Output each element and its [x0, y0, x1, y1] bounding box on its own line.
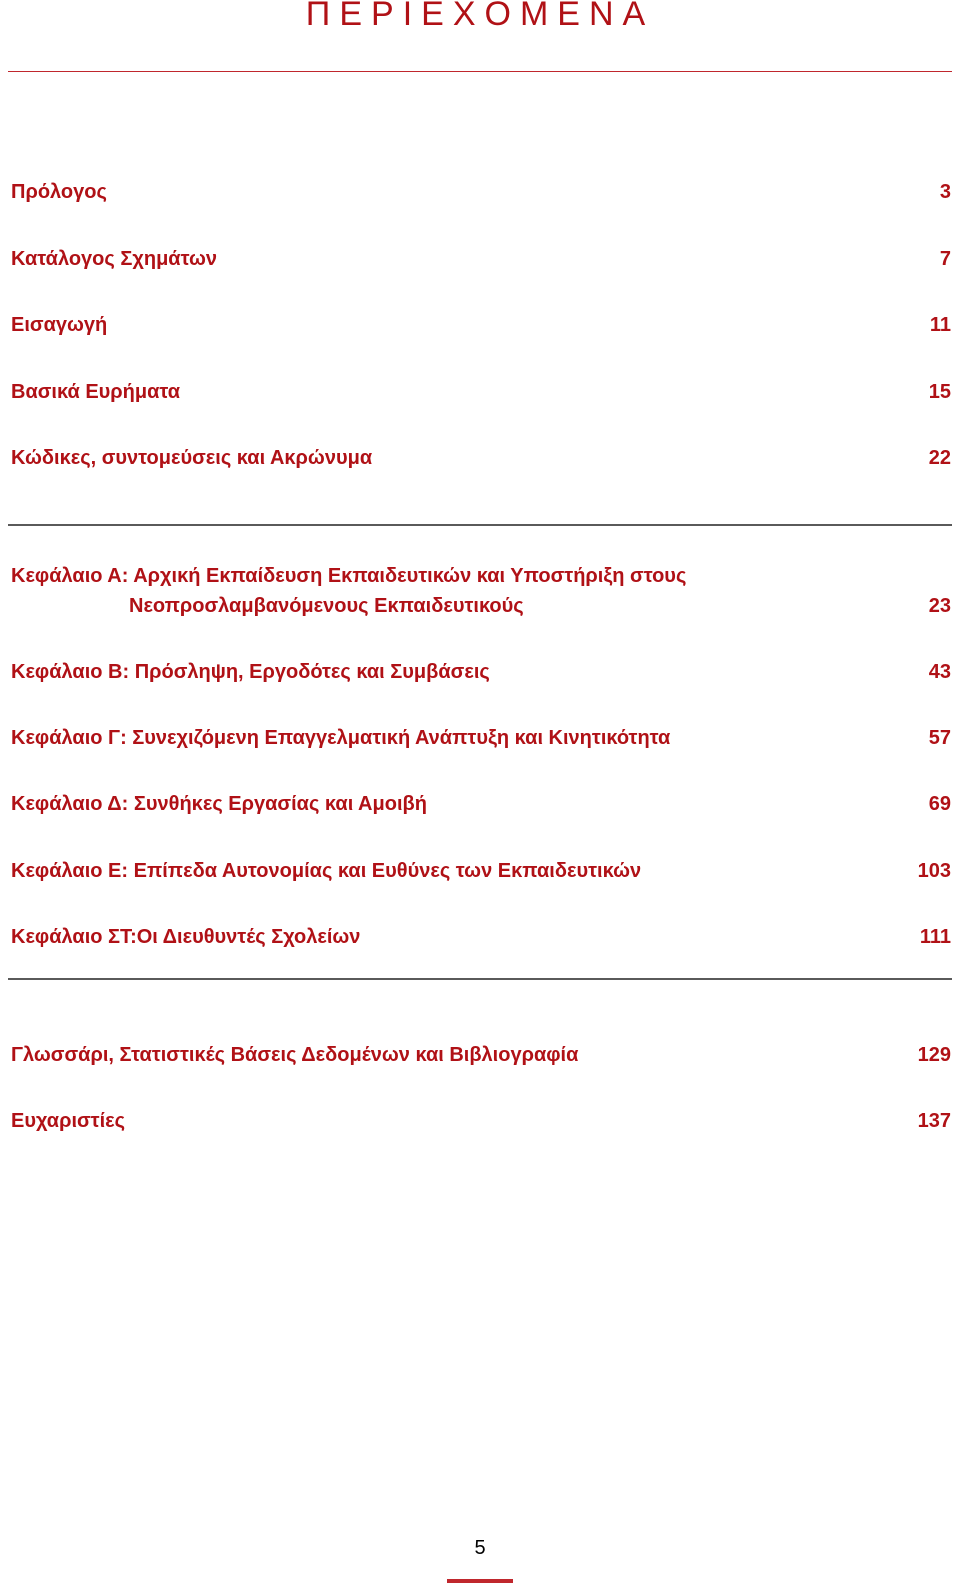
toc-entry-introduction[interactable]	[11, 313, 951, 337]
toc-entry-acknowledgements[interactable]	[11, 1109, 951, 1133]
page-number: 5	[474, 1537, 486, 1559]
toc-entry-chapter-b[interactable]	[11, 660, 951, 684]
toc-entry-label: Γλωσσάρι, Στατιστικές Βάσεις Δεδομένων και Βιβλιογραφία	[11, 1044, 579, 1066]
toc-entry-codes-acronyms[interactable]	[11, 446, 951, 470]
toc-entry-label: Κεφάλαιο Γ: Συνεχιζόμενη Επαγγελματική Ανάπτυξη και Κινητικότητα	[11, 727, 671, 749]
page-title: ΠΕΡΙΕΧΟΜΕΝΑ	[305, 0, 655, 33]
section-divider	[8, 978, 952, 980]
toc-entry-label-continued: Νεοπροσλαμβανόμενους Εκπαιδευτικούς	[129, 595, 524, 617]
toc-entry-label: Κατάλογος Σχημάτων	[11, 248, 217, 270]
toc-entry-preface[interactable]	[11, 180, 951, 204]
toc-entry-page: 111	[919, 926, 951, 948]
toc-entry-page: 7	[939, 248, 951, 270]
toc-entry-label: Κεφάλαιο Ε: Επίπεδα Αυτονομίας και Ευθύνες των Εκπαιδευτικών	[11, 860, 642, 882]
toc-entry-label: Κώδικες, συντομεύσεις και Ακρώνυμα	[11, 447, 373, 469]
page-number-bar	[447, 1579, 513, 1583]
toc-entry-chapter-c[interactable]	[11, 726, 951, 750]
toc-entry-page: 23	[928, 595, 951, 617]
toc-entry-chapter-f[interactable]	[11, 925, 951, 949]
toc-entry-label: Κεφάλαιο Α: Αρχική Εκπαίδευση Εκπαιδευτικών και Υποστήριξη στους	[11, 565, 687, 587]
section-divider	[8, 524, 952, 526]
toc-entry-chapter-d[interactable]	[11, 792, 951, 816]
toc-entry-key-findings[interactable]	[11, 380, 951, 404]
toc-entry-page: 11	[929, 314, 951, 336]
toc-entry-page: 15	[928, 381, 951, 403]
toc-entry-page: 43	[928, 661, 951, 683]
toc-entry-label: Κεφάλαιο Δ: Συνθήκες Εργασίας και Αμοιβή	[11, 793, 427, 815]
toc-entry-page: 103	[917, 860, 951, 882]
toc-entry-page: 137	[917, 1110, 951, 1132]
toc-entry-label: Κεφάλαιο ΣΤ:Οι Διευθυντές Σχολείων	[11, 926, 361, 948]
toc-entry-label: Βασικά Ευρήματα	[11, 381, 181, 403]
title-divider	[8, 71, 952, 72]
toc-entry-label: Κεφάλαιο Β: Πρόσληψη, Εργοδότες και Συμβάσεις	[11, 661, 490, 683]
toc-entry-page: 69	[928, 793, 951, 815]
toc-entry-page: 129	[917, 1044, 951, 1066]
toc-entry-page: 57	[928, 727, 951, 749]
toc-entry-page: 3	[939, 181, 951, 203]
toc-entry-label: Πρόλογος	[11, 181, 107, 203]
toc-entry-label: Ευχαριστίες	[11, 1110, 126, 1132]
toc-entry-label: Εισαγωγή	[11, 314, 108, 336]
toc-entry-page: 22	[928, 447, 951, 469]
toc-entry-list-of-figures[interactable]	[11, 247, 951, 271]
toc-entry-glossary[interactable]	[11, 1043, 951, 1067]
toc-entry-chapter-a[interactable]	[11, 564, 951, 618]
toc-entry-chapter-e[interactable]	[11, 859, 951, 883]
